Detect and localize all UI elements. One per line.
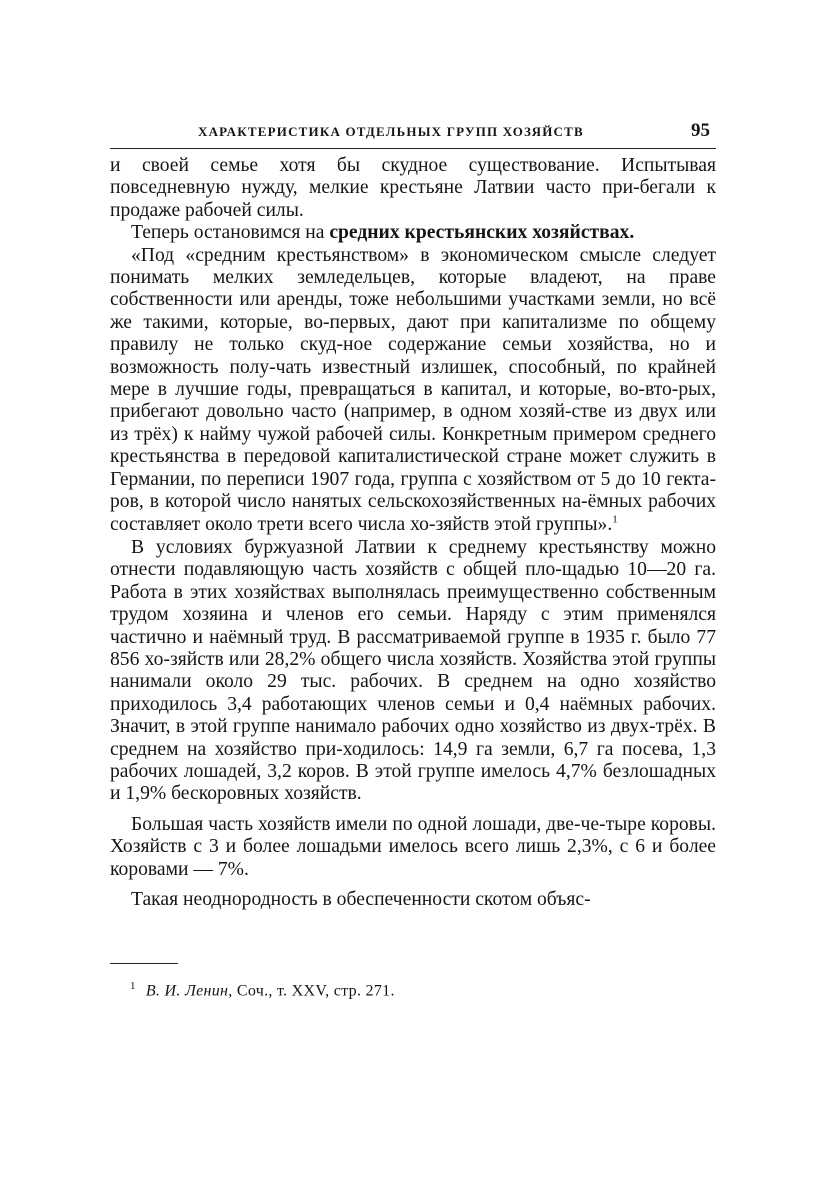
footnote-divider xyxy=(110,963,178,964)
paragraph-4: В условиях буржуазной Латвии к среднему крестьянству можно отнести подавляющую часть хозяйств с общей пло-щадью 10—20 га. Работа в этих хозяйствах выполнялась преимущественно собственным трудом хозяина и членов его семьи. Наряду с этим применялся частично и наёмный труд. В рассматриваемой группе в 1935 г. было 77 856 хо-зяйств или 28,2% общего числа хозяйств. Хозяйства этой группы нанимали около 29 тыс. рабочих. В среднем на одно хозяйство приходилось 3,4 работающих членов семьи и 0,4 наёмных рабочих. Значит, в этой группе нанимало рабочих одно хозяйство из двух-трёх. В среднем на хозяйство при-ходилось: 14,9 га земли, 6,7 га посева, 1,3 рабочих лошадей, 3,2 коров. В этой группе имелось 4,7% безлошадных и 1,9% бескоровных хозяйств. xyxy=(110,536,716,805)
page-number: 95 xyxy=(691,120,710,141)
footnote-author: В. И. Ленин, xyxy=(145,982,233,1000)
paragraph-1: и своей семье хотя бы скудное существование. Испытывая повседневную нужду, мелкие крестьяне Латвии часто при-бегали к продаже рабочей силы. xyxy=(110,155,716,221)
footnote-text: Соч., т. XXV, стр. 271. xyxy=(232,982,395,1000)
lenin-quote-text: «Под «средним крестьянством» в экономическом смысле следует понимать мелких земледельцев, которые владеют, на праве собственности или аренды, тоже небольшими участками земли, но всё же такими, которые, во-первых, дают при капитализме по общему правилу не только скуд-ное содержание семьи хозяйства, но и возможность полу-чать известный излишек, способный, по крайней мере в лучшие годы, превращаться в капитал, и которые, во-вто-рых, прибегают довольно часто (например, в одном хозяй-стве из двух или из трёх) к найму чужой рабочей силы. Конкретным примером среднего крестьянства в передовой капиталистической стране может служить в Германии, по переписи 1907 года, группа с хозяйством от 5 до 10 гекта-ров, в которой число нанятых сельскохозяйственных на-ёмных рабочих составляет около трети всего числа хо-зяйств этой группы». xyxy=(110,244,716,535)
lenin-quote-paragraph xyxy=(110,245,716,536)
paragraph-2-bold-term: средних крестьянских хозяйствах. xyxy=(329,222,635,244)
paragraph-2-lead: Теперь остановимся на xyxy=(131,222,330,244)
body-text xyxy=(110,155,716,911)
footnote xyxy=(130,980,716,1000)
footnote-mark: 1 xyxy=(130,980,136,993)
running-head xyxy=(110,118,716,149)
footnote-reference: 1 xyxy=(612,512,618,525)
paragraph-6: Такая неоднородность в обеспеченности скотом объяс- xyxy=(131,889,591,910)
book-page xyxy=(110,118,716,1001)
paragraph-2 xyxy=(110,222,716,244)
paragraph-5: Большая часть хозяйств имели по одной лошади, две-че-тыре коровы. Хозяйств с 3 и более лошадьми имелось всего лишь 2,3%, с 6 и более коровами — 7%. xyxy=(110,813,716,880)
running-head-title: ХАРАКТЕРИСТИКА ОТДЕЛЬНЫХ ГРУПП ХОЗЯЙСТВ xyxy=(198,124,584,139)
